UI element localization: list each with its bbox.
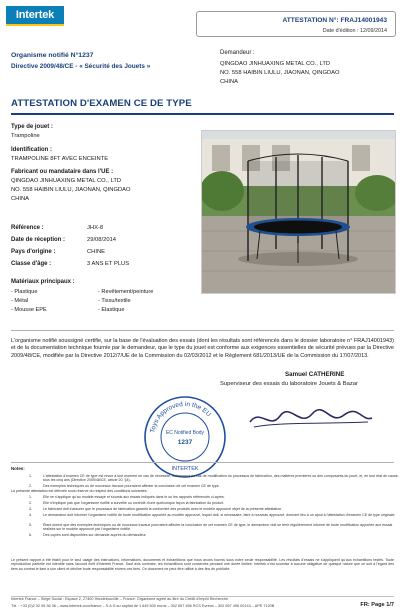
attestation-number: ATTESTATION N°: FRAJ14001943 (282, 17, 387, 24)
applicant-address: NO. 558 HAIBIN LIULU, JIAONAN, QINGDAO (220, 70, 340, 76)
stamp-ring-text: Toys Approved in the EU (149, 400, 213, 434)
directive-reference: Directive 2009/48/CE - « Sécurité des Jouets » (11, 63, 151, 70)
note-item: 5. Étant donné que des exemples techniques ou de nouveaux travaux pourraient affecter la conclusion de cet examen CE de type, le demandeur doit se tenir régulièrement informé de toute modification apportée aux essais réalisés sur le modèle approuvé par l'organisme notifié. (29, 523, 393, 532)
note-item: 6. Des copies sont disponibles sur demande auprès du demandeur. (29, 533, 147, 537)
applicant-name: QINGDAO JINHUAXING METAL CO., LTD (220, 61, 331, 67)
reception-date-value: 29/08/2014 (87, 237, 117, 243)
applicant-label: Demandeur : (220, 50, 255, 56)
stamp-bottom-text: INTERTEK (171, 466, 199, 472)
manufacturer-name: QINGDAO JINHUAXING METAL CO., LTD (11, 178, 122, 184)
page-title: ATTESTATION D'EXAMEN CE DE TYPE (11, 98, 192, 109)
intertek-logo: Intertek (6, 6, 64, 24)
age-class-value: 3 ANS ET PLUS (87, 261, 130, 267)
origin-country-value: CHINE (87, 249, 106, 255)
footer-company-line: Intertek France – Siège Social : Espace 2, 27400 Heudebouville – France. Organisme agréé au titre du Crédit d'Impôt Recherche (11, 597, 229, 601)
age-class-label: Classe d'âge : (11, 261, 52, 267)
reference-label: Référence : (11, 225, 44, 231)
material-item: - Elastique (98, 307, 125, 313)
note-item: 2. Des exemples techniques ou de nouveaux travaux pourraient affecter la conclusion de cet examen CE de type. (29, 484, 220, 488)
reception-date-label: Date de réception : (11, 237, 66, 243)
notified-body-stamp (140, 392, 230, 482)
notes-heading: Notes: (11, 466, 25, 471)
material-item: - Tissu/textile (98, 298, 131, 304)
identification-label: Identification : (11, 147, 52, 153)
reference-value: JHX-8 (87, 225, 104, 231)
page-number: FR: Page 1/7 (360, 602, 394, 608)
note-item: 2. Elle n'implique pas que l'organisme notifié a surveillé ou contrôlé d'une quelconque façon la fabrication du produit. (29, 501, 225, 505)
notified-body-number: Organisme notifié N°1237 (11, 52, 94, 59)
notes-divider (11, 462, 394, 463)
applicant-country: CHINA (220, 79, 239, 85)
material-item: - Plastique (11, 289, 38, 295)
manufacturer-country: CHINA (11, 196, 30, 202)
toy-type-value: Trampoline (11, 133, 40, 139)
note-item: 1. Elle ne s'applique qu'au modèle essayé et soumis aux essais indiqués dans le ou les rapports référencés ci-après. (29, 495, 225, 499)
material-item: - Mousse EPE (11, 307, 47, 313)
declaration-paragraph: L'organisme notifié soussigné certifie, sur la base de l'évaluation des essais (dont les résultats sont référencés dans le dossier laboratoire n° FRAJ14001943) et de la documentation technique fournie par le demandeur, que le type du jouet est conforme aux exigences essentielles de sécurité prévues par la Directive 2009/48/CE, modifiée par la Directive 2012/7/UE de la Commission du 02/03/2012 et le Règlement 681/2013/UE de la Commission du 17/07/2013. (11, 338, 394, 359)
note-item: 4. Le demandeur doit informer l'organisme notifié de toute modification apportée au modèle approuvé, lequel doit, si nécessaire, faire à nouveau approuvé, donnant lieu à un ajout à l'attestation d'examen CE de type originale. (29, 513, 396, 517)
signatory-name: Samuel CATHERINE (285, 371, 345, 378)
note-item: 3. Le fabricant doit s'assurer que le processus de fabrication garantit la conformité des produits avec le modèle approuvé objet de la présente attestation. (29, 507, 283, 511)
material-item: - Métal (11, 298, 29, 304)
toy-type-label: Type de jouet : (11, 124, 53, 130)
identification-value: TRAMPOLINE 8FT AVEC ENCEINTE (11, 156, 109, 162)
legal-disclaimer: Le présent rapport a été établi pour le seul usage des instructions, informations, documents et échantillons que nous avons fournis sous notre seule responsabilité. Les résultats d'essais ne s'appliquent qu'aux échantillons testés. Toute reproduction partielle est interdite sans l'accord écrit d'Intertek France. Sauf avis contraire, les échantillons sont conservés pendant une durée limitée. Intertek n'est soumise à aucune obligation de quelque nature que ce soit à l'égard des tiers au contrat le liant à son client et décline toute responsabilité envers ces tiers. Ce document ne peut être utilisé à des fins de publicité. (11, 558, 394, 571)
material-item: - Revêtement/peinture (98, 289, 154, 295)
title-divider (11, 113, 394, 115)
stamp-number: 1237 (177, 439, 193, 446)
section-divider (11, 330, 394, 331)
origin-country-label: Pays d'origine : (11, 249, 56, 255)
product-photo (201, 130, 396, 294)
note-item: 1. L'attestation d'examen CE de type est revue à tout moment en cas de nécessité, notamment en cas de modification du processus de fabrication, des matières premières ou des composants du jouet, et, en tout état de cause, tous les cinq ans (Directive 2009/48/CE, article 20, §4). (29, 474, 399, 483)
signature (240, 400, 380, 440)
signatory-title: Superviseur des essais du laboratoire Jouets & Bazar (220, 381, 358, 387)
manufacturer-address: NO. 558 HAIBIN LIULU, JIAONAN, QINGDAO (11, 187, 131, 193)
manufacturer-label: Fabricant ou mandataire dans l'UE : (11, 169, 114, 175)
edition-date: Date d'édition : 12/09/2014 (322, 28, 387, 34)
note-item: La présente attestation est délivrée sous réserve du respect des conditions suivantes: (11, 489, 148, 493)
logo-accent-bar (6, 24, 64, 26)
stamp-center-text: EC Notified Body (165, 430, 205, 436)
footer-contact-line: Tél. : +33 (0)2 32 09 36 36 – www.intertek.com/france – S.A.S au capital de 1 649 500 euros – 302 657 496 RCS Evreux – 302 657 496 00143 – APE 7120B (11, 604, 275, 608)
materials-label: Matériaux principaux : (11, 279, 75, 285)
